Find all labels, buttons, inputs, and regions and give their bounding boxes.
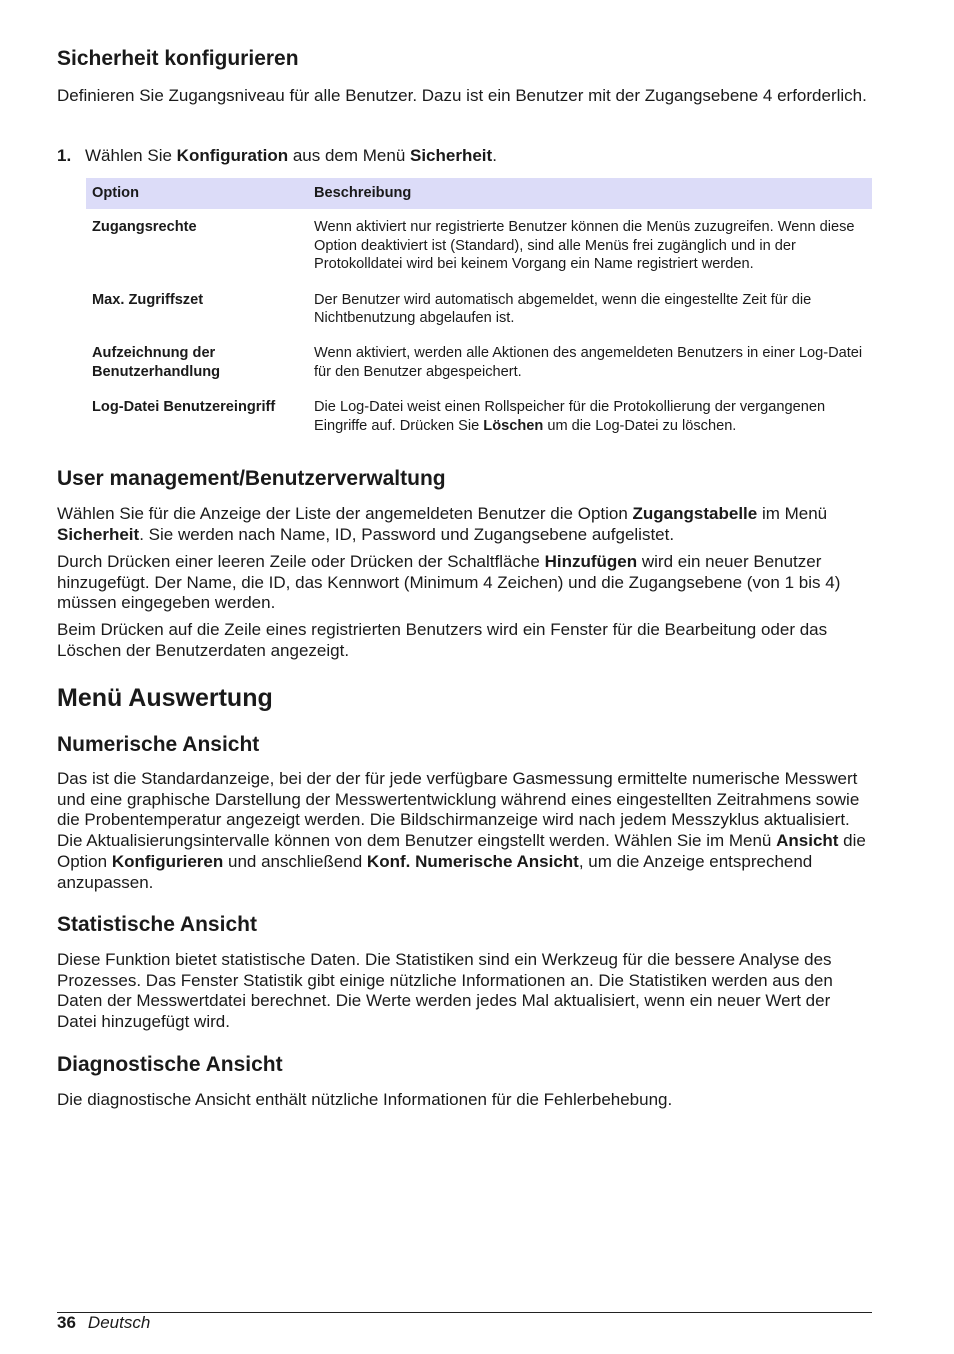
p1-text-1: Wählen Sie für die Anzeige der Liste der angemeldeten Benutzer die Option [57, 504, 633, 523]
option-description: Der Benutzer wird automatisch abgemeldet, wenn die eingestellte Zeit für die Nichtbenutzung abgelaufen ist. [314, 291, 812, 327]
option-name: Max. Zugriffszet [92, 291, 204, 308]
option-description: Wenn aktiviert, werden alle Aktionen des angemeldeten Benutzers in einer Log-Datei für den Benutzer abgespeichert. [314, 345, 863, 380]
p1-text-3: . Sie werden nach Name, ID, Password und Zugangsebene aufgelistet. [139, 524, 675, 544]
heading-user-management: User management/Benutzerverwaltung [57, 467, 446, 490]
option-name: Zugangsrechte [92, 219, 197, 236]
step-1 [57, 146, 497, 166]
numeric-text-1: Das ist die Standardanzeige, bei der der für jede verfügbare Gasmessung ermittelte numerische Messwert und eine graphische Darstellung der Messwertentwicklung während eines eingestellten Zeitrahmens sowie die Probentemperatur angezeigt werden. Die Bildschirmanzeige wird nach jedem Messzyklus aktualisiert. Die Aktualisierungsintervalle können von dem Benutzer eingstellt werden. Wählen Sie im Menü [57, 769, 860, 851]
p2-keyword-add: Hinzufügen [544, 552, 638, 571]
security-intro: Definieren Sie Zugangsniveau für alle Benutzer. Dazu ist ein Benutzer mit der Zugangsebene 4 erforderlich. [57, 86, 867, 105]
users-paragraph-1 [57, 504, 872, 545]
users-paragraph-2 [57, 552, 872, 614]
users-paragraph-3: Beim Drücken auf die Zeile eines registrierten Benutzers wird ein Fenster für die Bearbeitung oder das Löschen der Benutzerdaten angezeigt. [57, 620, 828, 660]
security-options-table [86, 178, 872, 439]
description-text-1: Die Log-Datei weist einen Rollspeicher für die Protokollierung der vergangenen Eingriffe auf. Drücken Sie [314, 399, 826, 434]
numeric-text-3: und anschließend [223, 851, 367, 871]
option-description [308, 385, 872, 439]
table-header-row [86, 178, 872, 209]
table-row [86, 385, 872, 439]
description-text-2: um die Log-Datei zu löschen. [543, 417, 737, 434]
heading-evaluation-menu: Menü Auswertung [57, 684, 273, 712]
numeric-keyword-view: Ansicht [776, 831, 839, 851]
statistic-view-text: Diese Funktion bietet statistische Daten. Die Statistiken sind ein Werkzeug für die bessere Analyse des Prozesses. Das Fenster Statistik gibt einige nützliche Informationen an. Die Statistiken werden aus den Daten der Messwertdatei berechnet. Die Werte werden jedes Mal aktualisiert, wenn ein neuer Wert der Datei hinzugefügt wird. [57, 950, 833, 1032]
heading-diagnostic-view: Diagnostische Ansicht [57, 1053, 283, 1076]
table-row [86, 278, 872, 332]
step-text-1: Wählen Sie [85, 146, 177, 165]
page-footer [57, 1313, 150, 1333]
header-description: Beschreibung [308, 178, 872, 209]
numeric-keyword-configure: Konfigurieren [111, 851, 224, 871]
heading-security: Sicherheit konfigurieren [57, 47, 299, 70]
footer-divider [57, 1312, 872, 1313]
numeric-keyword-conf-numeric: Konf. Numerische Ansicht [366, 851, 579, 871]
step-keyword-configuration: Konfiguration [176, 146, 289, 165]
numeric-view-text [57, 769, 872, 893]
table-row [86, 331, 872, 385]
heading-statistic-view: Statistische Ansicht [57, 913, 257, 936]
step-text-3: . [492, 146, 497, 165]
step-text-2: aus dem Menü [288, 146, 410, 165]
p1-keyword-security: Sicherheit [57, 524, 140, 544]
heading-numeric-view: Numerische Ansicht [57, 733, 260, 756]
option-name: Aufzeichnung der Benutzerhandlung [92, 345, 221, 380]
numeric-text-2: die Option [57, 831, 866, 871]
p2-text-1: Durch Drücken einer leeren Zeile oder Drücken der Schaltfläche [57, 552, 545, 571]
p1-keyword-access-table: Zugangstabelle [632, 504, 758, 523]
option-name: Log-Datei Benutzereingriff [92, 399, 276, 416]
p2-text-2: wird ein neuer Benutzer hinzugefügt. Der Name, die ID, das Kennwort (Minimum 4 Zeichen) und die Zugangsebene (von 1 bis 4) müssen eingegeben werden. [57, 552, 841, 613]
footer-language: Deutsch [87, 1313, 151, 1332]
header-option: Option [86, 178, 308, 209]
option-description: Wenn aktiviert nur registrierte Benutzer können die Menüs zuzugreifen. Wenn diese Option deaktiviert ist (Standard), sind alle Menüs frei zugänglich und in der Protokolldatei wird bei keinem Vorgang ein Name registriert werden. [314, 219, 855, 273]
diagnostic-view-text: Die diagnostische Ansicht enthält nützliche Informationen für die Fehlerbehebung. [57, 1090, 673, 1109]
description-keyword-delete: Löschen [483, 417, 544, 434]
step-number: 1. [57, 146, 72, 165]
p1-text-2: im Menü [757, 504, 828, 523]
table-row [86, 209, 872, 277]
step-keyword-security: Sicherheit [410, 146, 493, 165]
page-number: 36 [57, 1313, 76, 1332]
numeric-text-4: , um die Anzeige entsprechend anzupassen. [57, 851, 813, 892]
